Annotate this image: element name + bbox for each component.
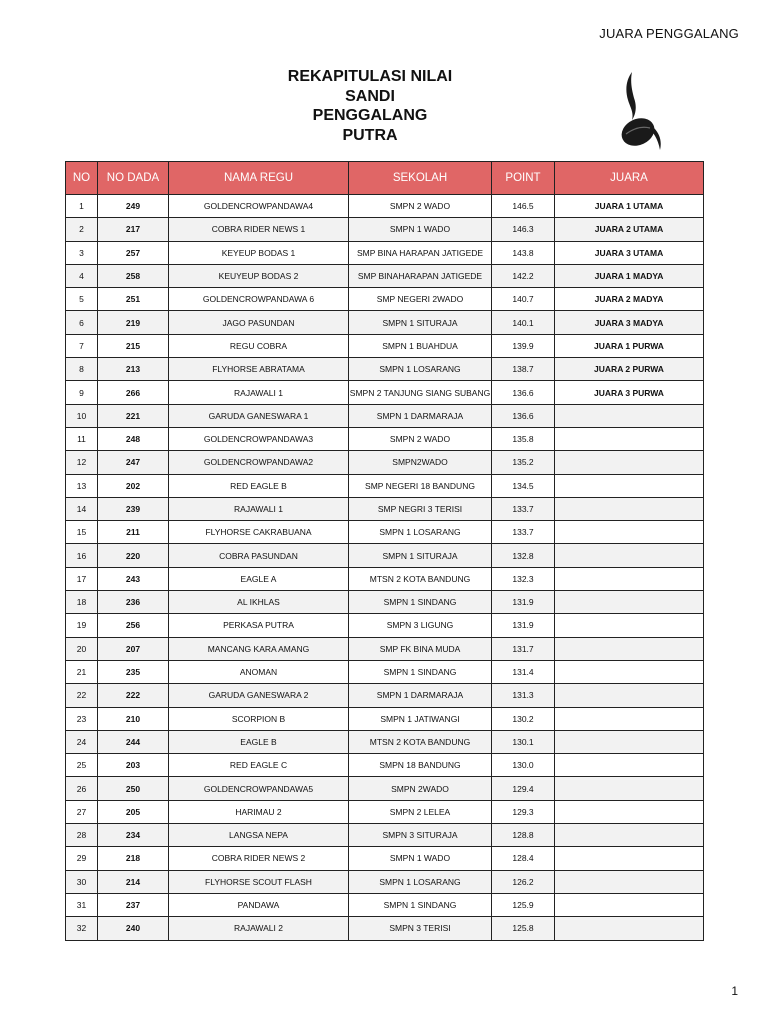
cell-no: 9 xyxy=(66,381,98,404)
cell-nama-regu: RAJAWALI 2 xyxy=(169,917,349,940)
cell-no-dada: 235 xyxy=(98,660,169,683)
cell-sekolah: SMPN 2 WADO xyxy=(349,195,492,218)
cell-point: 130.1 xyxy=(492,730,555,753)
cell-juara: JUARA 3 PURWA xyxy=(555,381,704,404)
cell-juara: JUARA 2 UTAMA xyxy=(555,218,704,241)
cell-point: 146.3 xyxy=(492,218,555,241)
table-row xyxy=(66,497,704,520)
table-row xyxy=(66,893,704,916)
cell-point: 130.0 xyxy=(492,754,555,777)
table-row xyxy=(66,730,704,753)
cell-juara: JUARA 1 MADYA xyxy=(555,264,704,287)
table-row xyxy=(66,474,704,497)
cell-no-dada: 222 xyxy=(98,684,169,707)
table-row xyxy=(66,591,704,614)
cell-sekolah: SMPN2WADO xyxy=(349,451,492,474)
cell-no: 10 xyxy=(66,404,98,427)
cell-juara xyxy=(555,730,704,753)
cell-nama-regu: FLYHORSE ABRATAMA xyxy=(169,358,349,381)
cell-juara xyxy=(555,707,704,730)
cell-no-dada: 210 xyxy=(98,707,169,730)
cell-nama-regu: GOLDENCROWPANDAWA3 xyxy=(169,427,349,450)
cell-no: 8 xyxy=(66,358,98,381)
cell-sekolah: SMPN 18 BANDUNG xyxy=(349,754,492,777)
cell-nama-regu: GARUDA GANESWARA 2 xyxy=(169,684,349,707)
results-table xyxy=(65,161,704,941)
table-row xyxy=(66,451,704,474)
table-row xyxy=(66,660,704,683)
cell-point: 125.8 xyxy=(492,917,555,940)
header-sekolah: SEKOLAH xyxy=(349,162,492,195)
cell-sekolah: MTSN 2 KOTA BANDUNG xyxy=(349,730,492,753)
table-row xyxy=(66,334,704,357)
cell-no-dada: 234 xyxy=(98,824,169,847)
cell-no-dada: 244 xyxy=(98,730,169,753)
cell-nama-regu: HARIMAU 2 xyxy=(169,800,349,823)
cell-no: 27 xyxy=(66,800,98,823)
header-point: POINT xyxy=(492,162,555,195)
cell-no: 19 xyxy=(66,614,98,637)
table-row xyxy=(66,824,704,847)
table-row xyxy=(66,381,704,404)
cell-no-dada: 249 xyxy=(98,195,169,218)
cell-point: 136.6 xyxy=(492,381,555,404)
table-row xyxy=(66,777,704,800)
cell-no-dada: 220 xyxy=(98,544,169,567)
cell-no-dada: 214 xyxy=(98,870,169,893)
cell-nama-regu: JAGO PASUNDAN xyxy=(169,311,349,334)
cell-juara: JUARA 2 MADYA xyxy=(555,288,704,311)
cell-sekolah: SMPN 1 LOSARANG xyxy=(349,358,492,381)
cell-point: 131.7 xyxy=(492,637,555,660)
cell-point: 131.4 xyxy=(492,660,555,683)
cell-point: 132.8 xyxy=(492,544,555,567)
cell-sekolah: SMPN 2 WADO xyxy=(349,427,492,450)
cell-no-dada: 256 xyxy=(98,614,169,637)
cell-juara xyxy=(555,754,704,777)
cell-no: 24 xyxy=(66,730,98,753)
cell-no-dada: 203 xyxy=(98,754,169,777)
cell-sekolah: SMP FK BINA MUDA xyxy=(349,637,492,660)
cell-point: 142.2 xyxy=(492,264,555,287)
cell-sekolah: SMPN 1 DARMARAJA xyxy=(349,404,492,427)
cell-no: 14 xyxy=(66,497,98,520)
cell-no-dada: 217 xyxy=(98,218,169,241)
table-row xyxy=(66,567,704,590)
cell-nama-regu: FLYHORSE SCOUT FLASH xyxy=(169,870,349,893)
cell-nama-regu: PANDAWA xyxy=(169,893,349,916)
cell-no: 13 xyxy=(66,474,98,497)
cell-no: 4 xyxy=(66,264,98,287)
cell-sekolah: SMPN 2WADO xyxy=(349,777,492,800)
cell-no-dada: 213 xyxy=(98,358,169,381)
cell-nama-regu: RAJAWALI 1 xyxy=(169,497,349,520)
cell-sekolah: SMP BINAHARAPAN JATIGEDE xyxy=(349,264,492,287)
cell-no: 29 xyxy=(66,847,98,870)
table-row xyxy=(66,684,704,707)
cell-nama-regu: PERKASA PUTRA xyxy=(169,614,349,637)
table-row xyxy=(66,311,704,334)
cell-nama-regu: AL IKHLAS xyxy=(169,591,349,614)
cell-no-dada: 257 xyxy=(98,241,169,264)
cell-juara xyxy=(555,637,704,660)
cell-no: 1 xyxy=(66,195,98,218)
cell-no-dada: 248 xyxy=(98,427,169,450)
cell-juara: JUARA 3 UTAMA xyxy=(555,241,704,264)
table-header-row xyxy=(66,162,704,195)
table-row xyxy=(66,847,704,870)
table-row xyxy=(66,521,704,544)
table-row xyxy=(66,427,704,450)
cell-nama-regu: FLYHORSE CAKRABUANA xyxy=(169,521,349,544)
cell-nama-regu: EAGLE B xyxy=(169,730,349,753)
cell-sekolah: SMPN 1 WADO xyxy=(349,218,492,241)
table-row xyxy=(66,195,704,218)
cell-nama-regu: KEUYEUP BODAS 2 xyxy=(169,264,349,287)
table-row xyxy=(66,404,704,427)
tunas-kelapa-logo-icon xyxy=(610,70,670,156)
cell-sekolah: MTSN 2 KOTA BANDUNG xyxy=(349,567,492,590)
cell-juara xyxy=(555,497,704,520)
title-line-2: SANDI xyxy=(345,87,395,105)
cell-point: 143.8 xyxy=(492,241,555,264)
table-row xyxy=(66,544,704,567)
title-line-4: PUTRA xyxy=(342,126,398,144)
cell-no-dada: 250 xyxy=(98,777,169,800)
cell-nama-regu: LANGSA NEPA xyxy=(169,824,349,847)
cell-no-dada: 207 xyxy=(98,637,169,660)
header-label: JUARA PENGGALANG xyxy=(599,26,739,41)
cell-juara xyxy=(555,521,704,544)
cell-no: 17 xyxy=(66,567,98,590)
cell-nama-regu: GOLDENCROWPANDAWA5 xyxy=(169,777,349,800)
table-row xyxy=(66,358,704,381)
table-row xyxy=(66,264,704,287)
cell-point: 128.8 xyxy=(492,824,555,847)
cell-no-dada: 237 xyxy=(98,893,169,916)
cell-point: 140.7 xyxy=(492,288,555,311)
cell-sekolah: SMPN 1 SINDANG xyxy=(349,893,492,916)
cell-no: 12 xyxy=(66,451,98,474)
cell-no: 20 xyxy=(66,637,98,660)
cell-juara xyxy=(555,777,704,800)
table-row xyxy=(66,614,704,637)
cell-no: 15 xyxy=(66,521,98,544)
cell-sekolah: SMPN 1 LOSARANG xyxy=(349,521,492,544)
cell-point: 130.2 xyxy=(492,707,555,730)
cell-no-dada: 221 xyxy=(98,404,169,427)
table-row xyxy=(66,800,704,823)
cell-nama-regu: RAJAWALI 1 xyxy=(169,381,349,404)
cell-juara xyxy=(555,800,704,823)
cell-no: 26 xyxy=(66,777,98,800)
cell-nama-regu: GOLDENCROWPANDAWA2 xyxy=(169,451,349,474)
cell-no-dada: 211 xyxy=(98,521,169,544)
header-no-dada: NO DADA xyxy=(98,162,169,195)
cell-nama-regu: COBRA RIDER NEWS 1 xyxy=(169,218,349,241)
cell-point: 131.3 xyxy=(492,684,555,707)
cell-no: 5 xyxy=(66,288,98,311)
cell-no: 2 xyxy=(66,218,98,241)
cell-no-dada: 247 xyxy=(98,451,169,474)
table-row xyxy=(66,218,704,241)
cell-juara xyxy=(555,427,704,450)
cell-point: 131.9 xyxy=(492,591,555,614)
cell-no: 7 xyxy=(66,334,98,357)
cell-no-dada: 218 xyxy=(98,847,169,870)
cell-sekolah: SMPN 1 SINDANG xyxy=(349,591,492,614)
cell-point: 125.9 xyxy=(492,893,555,916)
cell-juara: JUARA 3 MADYA xyxy=(555,311,704,334)
cell-point: 133.7 xyxy=(492,497,555,520)
table-row xyxy=(66,637,704,660)
cell-point: 132.3 xyxy=(492,567,555,590)
cell-sekolah: SMP NEGERI 18 BANDUNG xyxy=(349,474,492,497)
cell-point: 129.4 xyxy=(492,777,555,800)
cell-no: 23 xyxy=(66,707,98,730)
cell-no: 32 xyxy=(66,917,98,940)
cell-sekolah: SMPN 1 WADO xyxy=(349,847,492,870)
cell-point: 146.5 xyxy=(492,195,555,218)
table-row xyxy=(66,870,704,893)
cell-sekolah: SMP BINA HARAPAN JATIGEDE xyxy=(349,241,492,264)
cell-no-dada: 236 xyxy=(98,591,169,614)
cell-nama-regu: GOLDENCROWPANDAWA 6 xyxy=(169,288,349,311)
cell-nama-regu: GOLDENCROWPANDAWA4 xyxy=(169,195,349,218)
cell-point: 129.3 xyxy=(492,800,555,823)
cell-no: 18 xyxy=(66,591,98,614)
cell-no: 25 xyxy=(66,754,98,777)
cell-sekolah: SMPN 1 JATIWANGI xyxy=(349,707,492,730)
title-line-1: REKAPITULASI NILAI xyxy=(287,68,453,85)
cell-nama-regu: EAGLE A xyxy=(169,567,349,590)
cell-nama-regu: COBRA RIDER NEWS 2 xyxy=(169,847,349,870)
cell-no: 31 xyxy=(66,893,98,916)
cell-juara: JUARA 1 PURWA xyxy=(555,334,704,357)
title-line-3: PENGGALANG xyxy=(312,107,428,124)
cell-no: 11 xyxy=(66,427,98,450)
page-number: 1 xyxy=(731,984,738,998)
cell-no: 22 xyxy=(66,684,98,707)
cell-point: 140.1 xyxy=(492,311,555,334)
cell-no-dada: 240 xyxy=(98,917,169,940)
cell-nama-regu: MANCANG KARA AMANG xyxy=(169,637,349,660)
cell-nama-regu: RED EAGLE C xyxy=(169,754,349,777)
cell-point: 135.2 xyxy=(492,451,555,474)
cell-sekolah: SMPN 1 LOSARANG xyxy=(349,870,492,893)
cell-sekolah: SMPN 3 LIGUNG xyxy=(349,614,492,637)
cell-point: 135.8 xyxy=(492,427,555,450)
cell-juara xyxy=(555,870,704,893)
cell-juara xyxy=(555,451,704,474)
cell-nama-regu: ANOMAN xyxy=(169,660,349,683)
cell-sekolah: SMPN 3 SITURAJA xyxy=(349,824,492,847)
cell-no-dada: 258 xyxy=(98,264,169,287)
table-row xyxy=(66,241,704,264)
cell-no-dada: 205 xyxy=(98,800,169,823)
cell-point: 133.7 xyxy=(492,521,555,544)
cell-no: 28 xyxy=(66,824,98,847)
cell-juara xyxy=(555,684,704,707)
cell-sekolah: SMPN 1 SITURAJA xyxy=(349,544,492,567)
table-body xyxy=(66,195,704,941)
cell-no: 6 xyxy=(66,311,98,334)
table-row xyxy=(66,754,704,777)
cell-point: 131.9 xyxy=(492,614,555,637)
cell-sekolah: SMPN 2 TANJUNG SIANG SUBANG xyxy=(349,381,492,404)
cell-sekolah: SMPN 1 DARMARAJA xyxy=(349,684,492,707)
cell-juara: JUARA 1 UTAMA xyxy=(555,195,704,218)
cell-juara xyxy=(555,893,704,916)
cell-no: 30 xyxy=(66,870,98,893)
cell-sekolah: SMPN 1 SINDANG xyxy=(349,660,492,683)
cell-sekolah: SMPN 2 LELEA xyxy=(349,800,492,823)
table-row xyxy=(66,707,704,730)
cell-point: 138.7 xyxy=(492,358,555,381)
cell-sekolah: SMP NEGRI 3 TERISI xyxy=(349,497,492,520)
cell-juara xyxy=(555,660,704,683)
page-title xyxy=(240,67,500,145)
cell-juara xyxy=(555,917,704,940)
cell-point: 136.6 xyxy=(492,404,555,427)
header-no: NO xyxy=(66,162,98,195)
cell-juara xyxy=(555,474,704,497)
cell-no-dada: 243 xyxy=(98,567,169,590)
cell-no-dada: 239 xyxy=(98,497,169,520)
cell-no: 3 xyxy=(66,241,98,264)
cell-juara xyxy=(555,567,704,590)
cell-nama-regu: COBRA PASUNDAN xyxy=(169,544,349,567)
cell-nama-regu: GARUDA GANESWARA 1 xyxy=(169,404,349,427)
cell-point: 139.9 xyxy=(492,334,555,357)
table-row xyxy=(66,917,704,940)
cell-sekolah: SMP NEGERI 2WADO xyxy=(349,288,492,311)
cell-sekolah: SMPN 1 BUAHDUA xyxy=(349,334,492,357)
table-row xyxy=(66,288,704,311)
cell-no-dada: 219 xyxy=(98,311,169,334)
cell-sekolah: SMPN 1 SITURAJA xyxy=(349,311,492,334)
cell-juara xyxy=(555,544,704,567)
cell-nama-regu: RED EAGLE B xyxy=(169,474,349,497)
header-nama-regu: NAMA REGU xyxy=(169,162,349,195)
cell-juara xyxy=(555,614,704,637)
cell-point: 128.4 xyxy=(492,847,555,870)
cell-point: 134.5 xyxy=(492,474,555,497)
cell-juara xyxy=(555,404,704,427)
cell-juara xyxy=(555,847,704,870)
cell-juara xyxy=(555,824,704,847)
cell-juara: JUARA 2 PURWA xyxy=(555,358,704,381)
cell-nama-regu: REGU COBRA xyxy=(169,334,349,357)
header-juara: JUARA xyxy=(555,162,704,195)
cell-no-dada: 251 xyxy=(98,288,169,311)
cell-juara xyxy=(555,591,704,614)
cell-no: 21 xyxy=(66,660,98,683)
cell-nama-regu: SCORPION B xyxy=(169,707,349,730)
cell-no: 16 xyxy=(66,544,98,567)
cell-nama-regu: KEYEUP BODAS 1 xyxy=(169,241,349,264)
cell-no-dada: 266 xyxy=(98,381,169,404)
cell-point: 126.2 xyxy=(492,870,555,893)
cell-no-dada: 202 xyxy=(98,474,169,497)
cell-sekolah: SMPN 3 TERISI xyxy=(349,917,492,940)
cell-no-dada: 215 xyxy=(98,334,169,357)
